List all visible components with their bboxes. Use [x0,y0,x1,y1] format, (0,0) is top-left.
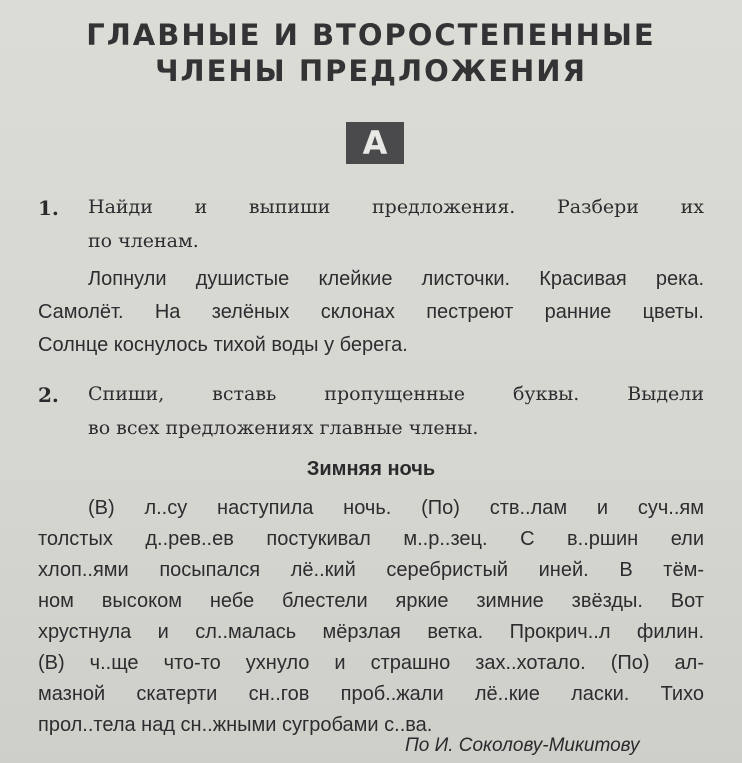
text-line-7: мазной скатерти сн..гов проб..жали лё..кие ласки. Тихо [38,683,704,705]
task-2-instruction-line-1: Спиши, вставь пропущенные буквы. Выдели [88,383,704,405]
author-credit: По И. Соколову-Микитову [405,735,640,756]
text-line-3: хлоп..ями посыпался лё..кий серебристый иней. В тём- [38,559,704,581]
text-line-8: прол..тела над сн..жными сугробами с..ва. [38,714,433,736]
task-1-instruction-line-1: Найди и выпиши предложения. Разбери их [88,196,704,218]
task-2-number: 2. [38,383,59,407]
page-title-line-1: ГЛАВНЫЕ И ВТОРОСТЕПЕННЫЕ [86,18,656,52]
section-badge: А [346,122,404,164]
task-1-text-line-3: Солнце коснулось тихой воды у берега. [38,334,408,356]
text-line-4: ном высоком небе блестели яркие зимние звёзды. Вот [38,590,704,612]
task-1-number: 1. [38,196,59,220]
page-title-line-2: ЧЛЕНЫ ПРЕДЛОЖЕНИЯ [155,54,587,88]
task-1-instruction-line-2: по членам. [88,230,199,252]
task-1-text-line-2: Самолёт. На зелёных склонах пестреют ранние цветы. [38,301,704,323]
text-line-2: толстых д..рев..ев постукивал м..р..зец. С в..ршин ели [38,528,704,550]
task-1-text-line-1: Лопнули душистые клейкие листочки. Красивая река. [88,268,704,290]
text-line-1: (В) л..су наступила ночь. (По) ств..лам и суч..ям [88,497,704,519]
text-heading: Зимняя ночь [306,458,436,480]
task-2-instruction-line-2: во всех предложениях главные члены. [88,417,479,439]
text-line-5: хрустнула и сл..малась мёрзлая ветка. Прокрич..л филин. [38,621,704,643]
text-line-6: (В) ч..ще что-то ухнуло и страшно зах..хотало. (По) ал- [38,652,704,674]
